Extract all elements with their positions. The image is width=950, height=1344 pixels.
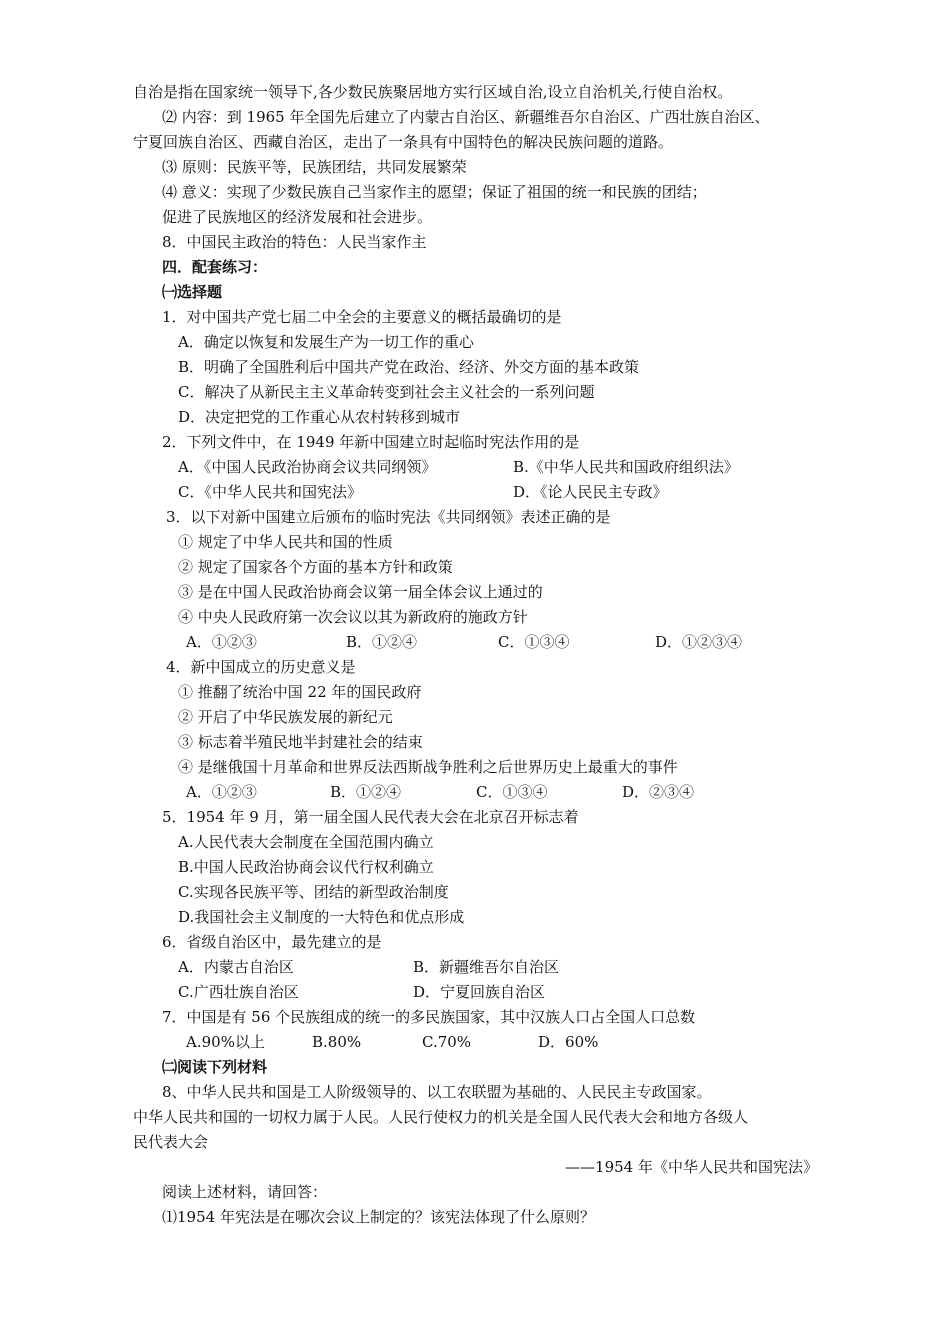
- q2-options-row-1: [0, 457, 950, 477]
- reading-source: ——1954 年《中华人民共和国宪法》: [565, 1158, 818, 1176]
- reading-paragraph-2: 中华人民共和国的一切权力属于人民。人民行使权力的机关是全国人民代表大会和地方各级人: [133, 1108, 749, 1126]
- q3-options-row: [0, 632, 950, 652]
- q4-statement-2: ② 开启了中华民族发展的新纪元: [178, 708, 393, 726]
- q1-option-b: B．明确了全国胜利后中国共产党在政治、经济、外交方面的基本政策: [178, 358, 640, 376]
- q7-option-a: A.90%以上: [186, 1033, 265, 1051]
- section-4-title: 四．配套练习：: [162, 258, 268, 276]
- q5-option-c: C.实现各民族平等、团结的新型政治制度: [178, 883, 449, 901]
- q4-option-c: C．①③④: [476, 783, 548, 801]
- q2-option-c: C．《中华人民共和国宪法》: [178, 483, 362, 501]
- q1-option-a: A．确定以恢复和发展生产为一切工作的重心: [178, 333, 474, 351]
- q5-option-d: D.我国社会主义制度的一大特色和优点形成: [178, 908, 465, 926]
- q2-option-d: D．《论人民民主专政》: [513, 483, 668, 501]
- q2-option-a: A．《中国人民政治协商会议共同纲领》: [178, 458, 437, 476]
- q7-option-b: B.80%: [312, 1033, 362, 1051]
- q4-option-d: D．②③④: [622, 783, 695, 801]
- reading-section-title: ㈡阅读下列材料: [162, 1058, 268, 1076]
- q3-statement-2: ② 规定了国家各个方面的基本方针和政策: [178, 558, 453, 576]
- content-line-2: 宁夏回族自治区、西藏自治区，走出了一条具有中国特色的解决民族问题的道路。: [133, 133, 674, 151]
- q5-option-a: A.人民代表大会制度在全国范围内确立: [178, 833, 434, 851]
- q4-options-row: [0, 782, 950, 802]
- q7-options-row: [0, 1032, 950, 1052]
- q7-option-c: C.70%: [422, 1033, 472, 1051]
- q3-statement-3: ③ 是在中国人民政治协商会议第一届全体会议上通过的: [178, 583, 543, 601]
- item-8-feature: 8．中国民主政治的特色：人民当家作主: [162, 233, 427, 251]
- q6-option-a: A．内蒙古自治区: [178, 958, 294, 976]
- reading-paragraph-1: 8、中华人民共和国是工人阶级领导的、以工农联盟为基础的、人民民主专政国家。: [162, 1083, 712, 1101]
- reading-paragraph-3: 民代表大会: [133, 1133, 209, 1151]
- choice-section-title: ㈠选择题: [162, 283, 223, 301]
- q1-option-d: D．决定把党的工作重心从农村转移到城市: [178, 408, 461, 426]
- q3-stem: 3．以下对新中国建立后颁布的临时宪法《共同纲领》表述正确的是: [166, 508, 611, 526]
- meaning-line-2: 促进了民族地区的经济发展和社会进步。: [162, 208, 433, 226]
- q4-statement-4: ④ 是继俄国十月革命和世界反法西斯战争胜利之后世界历史上最重大的事件: [178, 758, 678, 776]
- q3-option-c: C．①③④: [498, 633, 570, 651]
- autonomy-definition-line: 自治是指在国家统一领导下,各少数民族聚居地方实行区域自治,设立自治机关,行使自治权。: [133, 83, 733, 101]
- q3-option-a: A．①②③: [186, 633, 257, 651]
- q2-option-b: B.《中华人民共和国政府组织法》: [513, 458, 739, 476]
- q4-statement-1: ① 推翻了统治中国 22 年的国民政府: [178, 683, 422, 701]
- q1-option-c: C．解决了从新民主主义革命转变到社会主义社会的一系列问题: [178, 383, 595, 401]
- q6-option-c: C.广西壮族自治区: [178, 983, 299, 1001]
- meaning-line-1: ⑷ 意义：实现了少数民族自己当家作主的愿望；保证了祖国的统一和民族的团结；: [162, 183, 707, 201]
- q4-option-a: A．①②③: [186, 783, 257, 801]
- q6-stem: 6．省级自治区中，最先建立的是: [162, 933, 382, 951]
- q2-stem: 2．下列文件中，在 1949 年新中国建立时起临时宪法作用的是: [162, 433, 580, 451]
- q7-stem: 7．中国是有 56 个民族组成的统一的多民族国家，其中汉族人口占全国人口总数: [162, 1008, 696, 1026]
- q4-statement-3: ③ 标志着半殖民地半封建社会的结束: [178, 733, 423, 751]
- q3-statement-1: ① 规定了中华人民共和国的性质: [178, 533, 393, 551]
- q3-option-b: B．①②④: [346, 633, 418, 651]
- q5-stem: 5．1954 年 9 月，第一届全国人民代表大会在北京召开标志着: [162, 808, 579, 826]
- q2-options-row-2: [0, 482, 950, 502]
- q4-stem: 4．新中国成立的历史意义是: [166, 658, 356, 676]
- content-line-1: ⑵ 内容：到 1965 年全国先后建立了内蒙古自治区、新疆维吾尔自治区、广西壮族自治区、: [162, 108, 770, 126]
- q6-options-row-1: [0, 957, 950, 977]
- q5-option-b: B.中国人民政治协商会议代行权利确立: [178, 858, 434, 876]
- reading-question-1: ⑴1954 年宪法是在哪次会议上制定的？该宪法体现了什么原则？: [162, 1208, 595, 1226]
- q7-option-d: D．60%: [538, 1033, 599, 1051]
- q6-option-d: D．宁夏回族自治区: [413, 983, 546, 1001]
- q6-option-b: B．新疆维吾尔自治区: [413, 958, 560, 976]
- q6-options-row-2: [0, 982, 950, 1002]
- principle-line: ⑶ 原则：民族平等，民族团结，共同发展繁荣: [162, 158, 467, 176]
- q3-statement-4: ④ 中央人民政府第一次会议以其为新政府的施政方针: [178, 608, 528, 626]
- q1-stem: 1．对中国共产党七届二中全会的主要意义的概括最确切的是: [162, 308, 562, 326]
- q3-option-d: D．①②③④: [655, 633, 743, 651]
- reading-prompt: 阅读上述材料，请回答：: [162, 1183, 328, 1201]
- q4-option-b: B．①②④: [330, 783, 402, 801]
